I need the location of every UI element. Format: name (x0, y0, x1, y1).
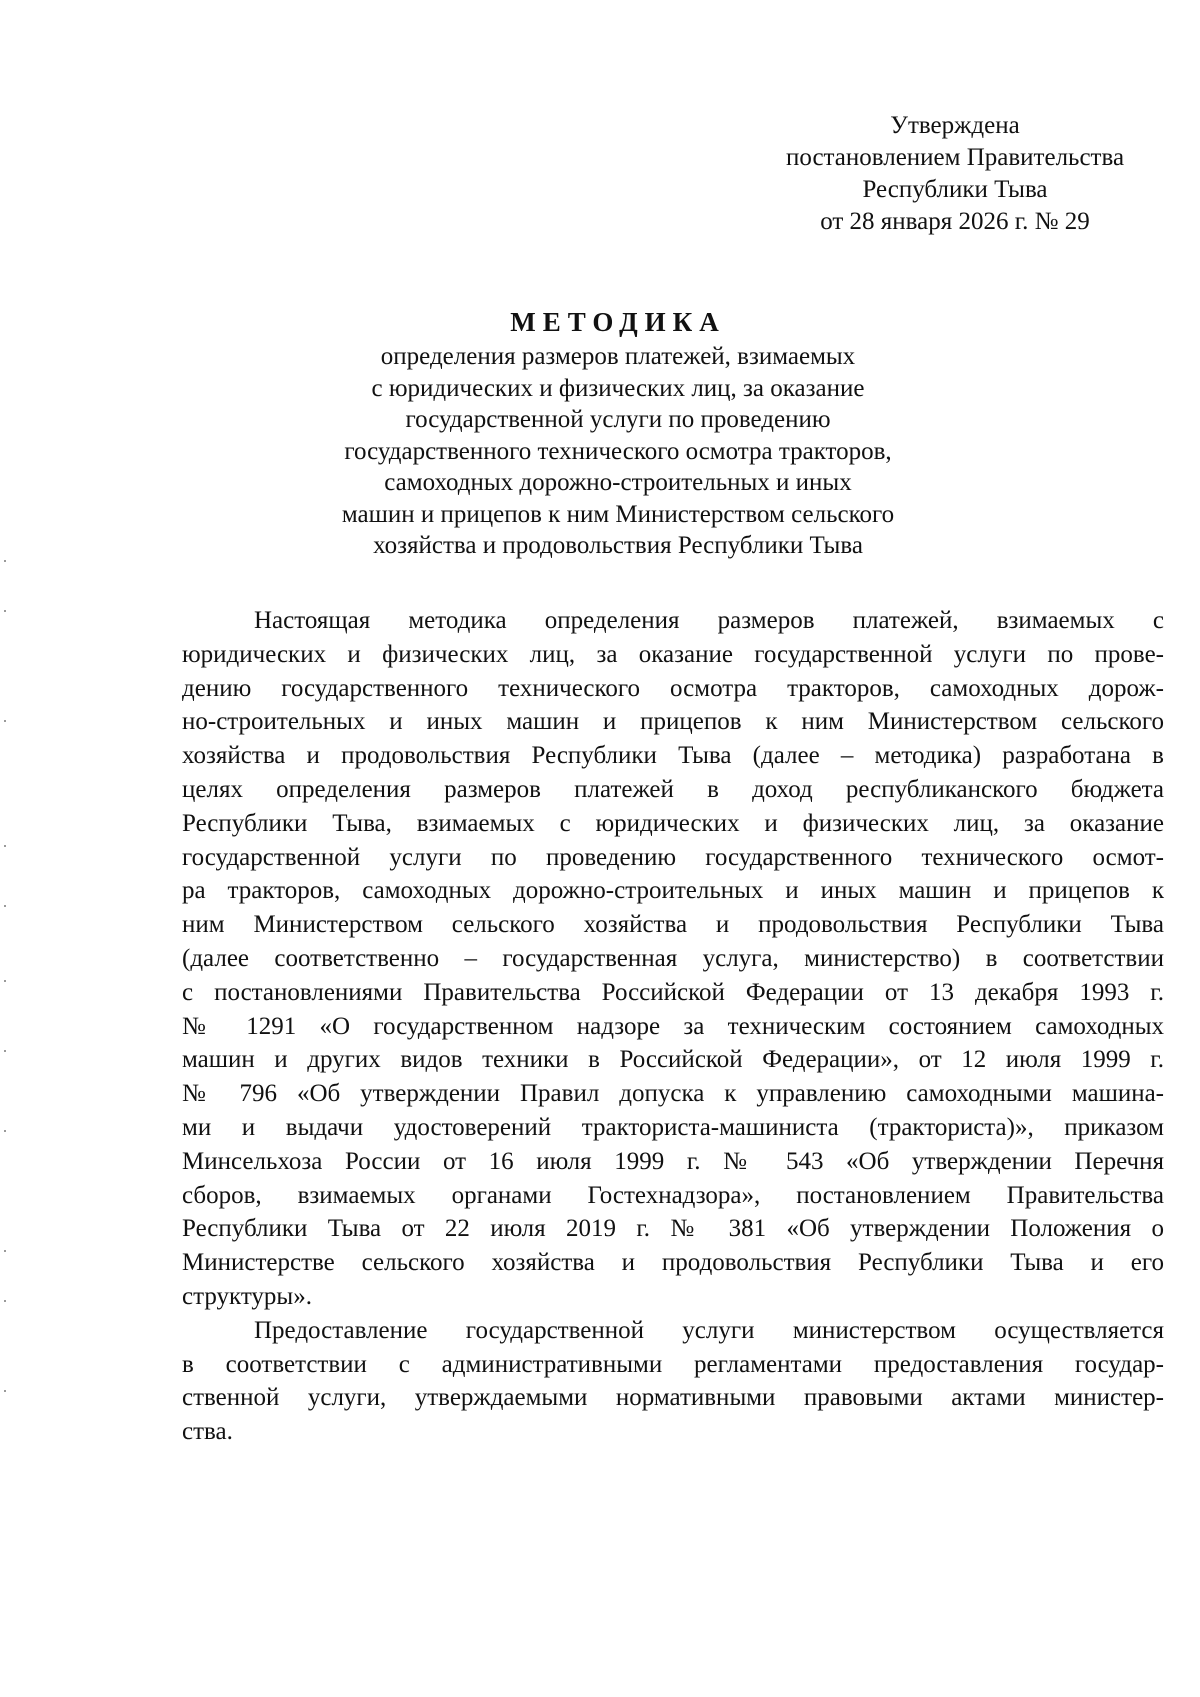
paragraph-service-provision (182, 1314, 1164, 1449)
document-body (182, 604, 1164, 1449)
approval-line: постановлением Правительства (785, 144, 1125, 171)
text-line: Минсельхоза России от 16 июля 1999 г. № 543 «Об утверждении Перечня (182, 1147, 1164, 1175)
text-line: хозяйства и продовольствия Республики Тыва (далее – методика) разработана в (182, 742, 1164, 770)
document-title: МЕТОДИКА (510, 307, 726, 337)
scan-speck (4, 560, 6, 562)
scan-speck (4, 1050, 6, 1052)
text-line: ственной услуги, утверждаемыми нормативными правовыми актами министер- (182, 1384, 1164, 1412)
text-line: структуры». (182, 1282, 312, 1310)
text-line: в соответствии с административными регламентами предоставления государ- (182, 1350, 1164, 1378)
document-subtitle (300, 341, 936, 562)
text-line: машин и других видов техники в Российской Федерации», от 12 июля 1999 г. (182, 1046, 1164, 1074)
approval-stamp-block (740, 110, 1170, 238)
approval-date-line: от 28 января 2026 г. № 29 (820, 208, 1090, 235)
text-line: с постановлениями Правительства Российской Федерации от 13 декабря 1993 г. (182, 978, 1164, 1006)
text-line: дению государственного технического осмотра тракторов, самоходных дорож- (182, 674, 1164, 702)
scan-speck (4, 1300, 6, 1302)
text-line: Министерстве сельского хозяйства и продовольствия Республики Тыва и его (182, 1249, 1164, 1277)
text-line: № 1291 «О государственном надзоре за техническим состоянием самоходных (182, 1012, 1164, 1040)
subtitle-line: государственной услуги по проведению (405, 406, 831, 433)
text-line: ства. (182, 1418, 233, 1446)
paragraph-methodology (182, 604, 1164, 1314)
text-line: Предоставление государственной услуги министерством осуществляется (254, 1316, 1164, 1344)
scan-speck (4, 1130, 6, 1132)
text-line: (далее соответственно – государственная услуга, министерство) в соответствии (182, 944, 1164, 972)
document-title-block (300, 305, 936, 562)
scan-speck (4, 980, 6, 982)
text-line: ним Министерством сельского хозяйства и продовольствия Республики Тыва (182, 911, 1164, 939)
subtitle-line: с юридических и физических лиц, за оказание (371, 374, 865, 402)
text-line: целях определения размеров платежей в доход республиканского бюджета (182, 775, 1164, 803)
scan-speck (4, 1250, 6, 1252)
subtitle-line: хозяйства и продовольствия Республики Тыва (373, 532, 863, 559)
scan-speck (4, 610, 6, 612)
scan-speck (4, 845, 6, 847)
scan-speck (4, 1390, 6, 1392)
text-line: Республики Тыва от 22 июля 2019 г. № 381 «Об утверждении Положения о (182, 1215, 1164, 1243)
approval-line: Утверждена (890, 112, 1020, 139)
text-line: ра тракторов, самоходных дорожно-строительных и иных машин и прицепов к (182, 877, 1164, 905)
scan-edge-specks (4, 0, 8, 1697)
text-line: сборов, взимаемых органами Гостехнадзора», постановлением Правительства (182, 1181, 1164, 1209)
text-line: государственной услуги по проведению государственного технического осмот- (182, 843, 1164, 871)
subtitle-line: машин и прицепов к ним Министерством сельского (341, 500, 895, 528)
subtitle-line: самоходных дорожно-строительных и иных (384, 469, 852, 496)
scan-speck (4, 905, 6, 907)
text-line: Настоящая методика определения размеров платежей, взимаемых с (254, 607, 1164, 634)
text-line: юридических и физических лиц, за оказание государственной услуги по прове- (182, 640, 1164, 668)
text-line: № 796 «Об утверждении Правил допуска к управлению самоходными машина- (182, 1080, 1164, 1108)
text-line: Республики Тыва, взимаемых с юридических и физических лиц, за оказание (182, 809, 1164, 837)
text-line: но-строительных и иных машин и прицепов к ним Министерством сельского (182, 708, 1164, 736)
scan-speck (4, 720, 6, 722)
approval-line: Республики Тыва (862, 176, 1048, 203)
subtitle-line: определения размеров платежей, взимаемых (380, 343, 856, 370)
subtitle-line: государственного технического осмотра тракторов, (344, 437, 892, 465)
text-line: ми и выдачи удостоверений тракториста-машиниста (тракториста)», приказом (182, 1113, 1164, 1141)
